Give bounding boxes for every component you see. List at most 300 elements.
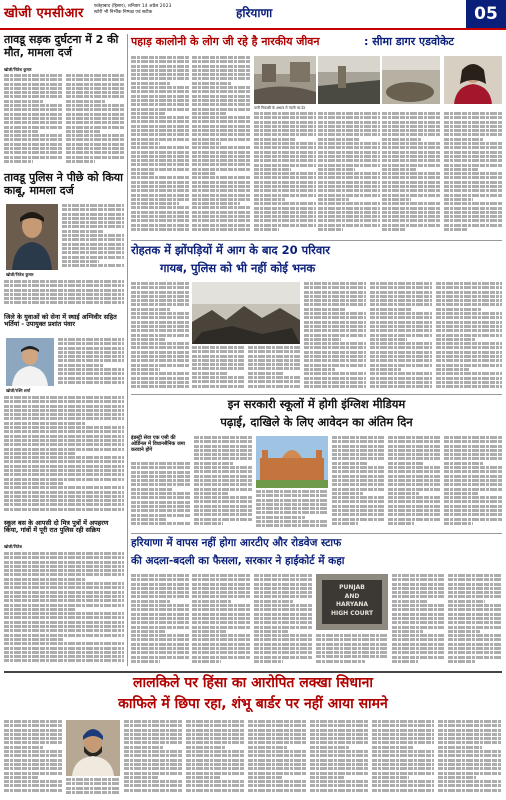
text-line xyxy=(131,329,189,332)
text-line xyxy=(370,295,432,298)
text-line xyxy=(448,608,502,611)
text-line xyxy=(370,321,432,324)
text-line xyxy=(248,346,300,349)
text-line xyxy=(194,513,252,516)
text-line xyxy=(318,194,380,197)
text-line xyxy=(372,720,434,723)
text-line xyxy=(388,440,440,443)
text-line xyxy=(370,334,432,337)
text-line xyxy=(4,608,75,611)
text-line xyxy=(192,103,250,106)
text-line xyxy=(372,784,434,787)
text-line xyxy=(66,78,124,81)
text-line xyxy=(310,784,368,787)
top-story-body-5 xyxy=(382,112,440,236)
text-line xyxy=(388,488,440,491)
text-line xyxy=(192,587,250,590)
text-line xyxy=(4,87,62,90)
text-line xyxy=(248,741,306,744)
text-line xyxy=(192,647,250,650)
text-line xyxy=(254,125,316,128)
colony-photo-1 xyxy=(254,56,316,104)
school-building-icon xyxy=(256,436,328,488)
text-line xyxy=(66,143,124,146)
text-line xyxy=(438,729,502,732)
text-line xyxy=(58,381,124,384)
text-line xyxy=(444,142,502,145)
text-line xyxy=(382,215,440,218)
text-line xyxy=(392,660,418,663)
text-line xyxy=(438,737,502,740)
text-line xyxy=(248,372,283,375)
text-line xyxy=(194,522,223,525)
text-line xyxy=(256,511,328,514)
divider-1 xyxy=(131,240,502,241)
text-line xyxy=(131,372,189,375)
text-line xyxy=(131,112,165,115)
text-line xyxy=(131,514,191,517)
text-line xyxy=(131,95,189,98)
text-line xyxy=(370,338,407,341)
text-line xyxy=(448,587,502,590)
text-line xyxy=(318,211,380,214)
text-line xyxy=(186,772,244,775)
text-line xyxy=(254,600,293,603)
text-line xyxy=(254,129,316,132)
fire-story-headline-1: रोहतक में झोंपड़ियों में आग के बाद 20 परिवार xyxy=(131,243,330,257)
text-line xyxy=(131,591,189,594)
text-line xyxy=(66,138,124,141)
text-line xyxy=(66,74,124,77)
left-bottom-byline: खोजी/नितेश xyxy=(4,544,23,549)
top-story-body-4 xyxy=(318,112,380,236)
text-line xyxy=(192,82,231,85)
text-line xyxy=(194,470,252,473)
text-line xyxy=(332,449,384,452)
text-line xyxy=(131,587,189,590)
text-line xyxy=(66,156,124,159)
text-line xyxy=(58,359,124,362)
text-line xyxy=(310,767,368,770)
text-line xyxy=(131,346,189,349)
text-line xyxy=(392,587,444,590)
text-line xyxy=(4,482,64,485)
left-low-headline: जिले के युवाओं को सेना में स्थाई अग्निवीर सहित भर्तियां - उपायुक्त प्रशांत पंवार xyxy=(4,313,117,329)
text-line xyxy=(448,578,502,581)
text-line xyxy=(318,164,380,167)
text-line xyxy=(131,163,189,166)
text-line xyxy=(438,767,502,770)
advocate-photo xyxy=(444,56,502,104)
text-line xyxy=(131,647,189,650)
official-photo xyxy=(6,338,54,386)
text-line xyxy=(436,282,502,285)
bottom-story-body-6 xyxy=(310,720,368,796)
text-line xyxy=(444,146,502,149)
text-line xyxy=(254,219,316,222)
fire-story-headline-2: गायब, पुलिस को भी नहीं कोई भनक xyxy=(160,261,316,275)
text-line xyxy=(254,189,316,192)
text-line xyxy=(392,634,444,637)
text-line xyxy=(254,647,312,650)
bottom-story-body-7 xyxy=(372,720,434,796)
text-line xyxy=(372,776,409,779)
text-line xyxy=(436,338,475,341)
text-line xyxy=(444,159,502,162)
text-line xyxy=(4,469,124,472)
text-line xyxy=(438,720,502,723)
text-line xyxy=(436,295,502,298)
text-line xyxy=(4,720,62,723)
text-line xyxy=(4,767,62,770)
text-line xyxy=(436,342,502,345)
text-line xyxy=(4,642,124,645)
text-line xyxy=(192,228,250,231)
school-story-headline-1: इन सरकारी स्कूलों में होगी इंग्लिश मीडियम xyxy=(227,397,406,411)
text-line xyxy=(444,125,502,128)
text-line xyxy=(254,574,312,577)
text-line xyxy=(248,772,306,775)
text-line xyxy=(58,377,124,380)
text-line xyxy=(131,176,189,179)
text-line xyxy=(388,445,440,448)
text-line xyxy=(444,509,502,512)
text-line xyxy=(186,767,244,770)
text-line xyxy=(254,194,316,197)
text-line xyxy=(131,608,189,611)
text-line xyxy=(436,316,502,319)
text-line xyxy=(131,125,189,128)
divider-2 xyxy=(131,394,502,395)
text-line xyxy=(382,194,440,197)
text-line xyxy=(310,789,368,792)
text-line xyxy=(382,159,440,162)
text-line xyxy=(318,172,380,175)
text-line xyxy=(4,578,86,581)
text-line xyxy=(332,475,384,478)
text-line xyxy=(444,176,502,179)
text-line xyxy=(131,215,189,218)
left-mid-body xyxy=(62,204,124,270)
text-line xyxy=(248,724,306,727)
text-line xyxy=(254,176,316,179)
text-line xyxy=(392,604,444,607)
text-line xyxy=(318,155,380,158)
text-line xyxy=(382,219,440,222)
text-line xyxy=(444,155,502,158)
text-line xyxy=(124,759,182,762)
text-line xyxy=(131,116,189,119)
text-line xyxy=(62,247,124,250)
text-line xyxy=(131,471,191,474)
text-line xyxy=(194,492,228,495)
text-line xyxy=(444,436,502,439)
text-line xyxy=(194,483,252,486)
text-line xyxy=(382,181,440,184)
text-line xyxy=(444,138,483,141)
court-story-headline-1: हरियाणा में वापस नहीं होगा आरटीए और रोडवेज स्टाफ xyxy=(131,537,342,549)
text-line xyxy=(192,146,250,149)
top-story-body-1 xyxy=(131,56,189,236)
text-line xyxy=(192,99,250,102)
text-line xyxy=(254,121,316,124)
text-line xyxy=(392,647,444,650)
text-line xyxy=(332,479,384,482)
text-line xyxy=(131,496,191,499)
text-line xyxy=(66,160,95,163)
text-line xyxy=(194,496,252,499)
text-line xyxy=(124,789,182,792)
text-line xyxy=(131,643,189,646)
text-line xyxy=(248,720,306,723)
text-line xyxy=(192,376,244,379)
text-line xyxy=(194,479,252,482)
left-bottom-body xyxy=(4,552,124,666)
text-line xyxy=(310,741,368,744)
text-line xyxy=(4,121,62,124)
text-line xyxy=(192,574,250,577)
text-line xyxy=(4,417,124,420)
text-line xyxy=(304,308,346,311)
text-line xyxy=(436,291,502,294)
text-line xyxy=(448,595,502,598)
text-line xyxy=(436,346,502,349)
text-line xyxy=(310,733,368,736)
text-line xyxy=(436,308,481,311)
text-line xyxy=(372,789,434,792)
text-line xyxy=(4,616,124,619)
text-line xyxy=(58,372,124,375)
text-line xyxy=(254,168,291,171)
text-line xyxy=(444,211,502,214)
lakha-sidhana-photo xyxy=(66,720,120,776)
text-line xyxy=(370,364,432,367)
text-line xyxy=(62,230,104,233)
text-line xyxy=(131,656,189,659)
text-line xyxy=(4,772,62,775)
text-line xyxy=(444,462,483,465)
text-line xyxy=(192,219,250,222)
fire-story-body-5 xyxy=(370,282,432,390)
text-line xyxy=(332,470,384,473)
text-line xyxy=(444,445,502,448)
text-line xyxy=(124,780,182,783)
text-line xyxy=(192,108,250,111)
colony-photo-2 xyxy=(318,56,380,104)
text-line xyxy=(372,750,434,753)
text-line xyxy=(332,445,384,448)
text-line xyxy=(131,202,179,205)
text-line xyxy=(58,364,103,367)
text-line xyxy=(66,87,124,90)
text-line xyxy=(4,746,43,749)
text-line xyxy=(4,452,75,455)
text-line xyxy=(372,763,434,766)
text-line xyxy=(192,621,250,624)
text-line xyxy=(332,505,384,508)
bottom-story-body-1 xyxy=(4,720,62,796)
text-line xyxy=(192,638,250,641)
text-line xyxy=(438,733,502,736)
text-line xyxy=(392,630,423,633)
text-line xyxy=(131,351,189,354)
text-line xyxy=(4,737,62,740)
text-line xyxy=(131,219,189,222)
text-line xyxy=(131,466,191,469)
text-line xyxy=(438,776,476,779)
text-line xyxy=(370,377,432,380)
text-line xyxy=(192,346,244,349)
text-line xyxy=(192,613,250,616)
text-line xyxy=(66,108,124,111)
text-line xyxy=(392,617,444,620)
text-line xyxy=(124,754,182,757)
text-line xyxy=(370,351,432,354)
text-line xyxy=(254,608,312,611)
text-line xyxy=(444,522,473,525)
text-line xyxy=(66,134,124,137)
text-line xyxy=(310,720,368,723)
text-line xyxy=(4,552,124,555)
text-line xyxy=(304,368,335,371)
text-line xyxy=(131,133,189,136)
text-line xyxy=(318,215,380,218)
text-line xyxy=(131,368,160,371)
newspaper-logo: खोजी एमसीआर xyxy=(4,6,84,21)
text-line xyxy=(444,164,502,167)
text-line xyxy=(131,224,189,227)
text-line xyxy=(131,583,189,586)
text-line xyxy=(254,198,285,201)
text-line xyxy=(62,221,124,224)
text-line xyxy=(66,787,120,790)
left-top-headline: तावडू सड़क दुर्घटना में 2 की मौत, मामला दर्ज xyxy=(4,33,119,59)
text-line xyxy=(62,256,124,259)
text-line xyxy=(382,164,440,167)
text-line xyxy=(444,479,502,482)
text-line xyxy=(304,286,366,289)
left-top-body-col2 xyxy=(66,74,124,166)
text-line xyxy=(256,516,305,519)
text-line xyxy=(310,763,368,766)
text-line xyxy=(444,151,502,154)
text-line xyxy=(4,138,62,141)
text-line xyxy=(448,626,502,629)
text-line xyxy=(192,86,250,89)
text-line xyxy=(66,121,124,124)
text-line xyxy=(131,181,189,184)
text-line xyxy=(194,457,252,460)
text-line xyxy=(62,243,124,246)
text-line xyxy=(194,449,252,452)
text-line xyxy=(316,651,388,654)
text-line xyxy=(131,359,189,362)
court-story-body-2 xyxy=(192,574,250,668)
court-story-body-4 xyxy=(316,634,388,668)
text-line xyxy=(192,211,250,214)
text-line xyxy=(62,217,124,220)
text-line xyxy=(444,457,502,460)
text-line xyxy=(4,591,124,594)
text-line xyxy=(192,185,250,188)
text-line xyxy=(4,495,124,498)
text-line xyxy=(4,499,124,502)
text-line xyxy=(194,488,252,491)
text-line xyxy=(194,436,252,439)
text-line xyxy=(66,100,105,103)
burnt-huts-photo-icon xyxy=(192,282,300,344)
text-line xyxy=(192,651,250,654)
text-line xyxy=(131,138,189,141)
text-line xyxy=(382,146,440,149)
text-line xyxy=(254,578,312,581)
text-line xyxy=(304,312,366,315)
school-story-body-4 xyxy=(332,436,384,530)
text-line xyxy=(131,86,189,89)
text-line xyxy=(438,780,502,783)
text-line xyxy=(254,185,316,188)
text-line xyxy=(436,286,502,289)
text-line xyxy=(388,513,440,516)
text-line xyxy=(131,228,189,231)
text-line xyxy=(318,202,380,205)
text-line xyxy=(4,465,124,468)
text-line xyxy=(194,518,252,521)
text-line xyxy=(192,90,250,93)
text-line xyxy=(392,595,444,598)
text-line xyxy=(254,215,316,218)
text-line xyxy=(444,121,502,124)
text-line xyxy=(318,112,380,115)
text-line xyxy=(310,780,368,783)
text-line xyxy=(186,759,244,762)
text-line xyxy=(304,303,366,306)
text-line xyxy=(192,159,250,162)
text-line xyxy=(4,439,124,442)
text-line xyxy=(304,321,366,324)
text-line xyxy=(192,634,250,637)
text-line xyxy=(131,151,189,154)
text-line xyxy=(438,746,482,749)
text-line xyxy=(304,359,366,362)
text-line xyxy=(370,359,432,362)
text-line xyxy=(254,151,316,154)
text-line xyxy=(318,219,380,222)
text-line xyxy=(194,509,252,512)
text-line xyxy=(382,129,440,132)
text-line xyxy=(192,194,250,197)
text-line xyxy=(438,750,502,753)
text-line xyxy=(392,643,444,646)
text-line xyxy=(332,462,367,465)
text-line xyxy=(444,219,502,222)
text-line xyxy=(448,638,502,641)
portrait-photo-icon xyxy=(66,720,120,776)
text-line xyxy=(372,737,434,740)
text-line xyxy=(124,720,182,723)
text-line xyxy=(438,772,502,775)
text-line xyxy=(131,574,189,577)
text-line xyxy=(192,363,244,366)
text-line xyxy=(382,168,416,171)
text-line xyxy=(436,321,502,324)
text-line xyxy=(124,746,163,749)
text-line xyxy=(66,91,124,94)
text-line xyxy=(318,138,360,141)
text-line xyxy=(448,604,502,607)
text-line xyxy=(388,509,440,512)
text-line xyxy=(4,74,62,77)
